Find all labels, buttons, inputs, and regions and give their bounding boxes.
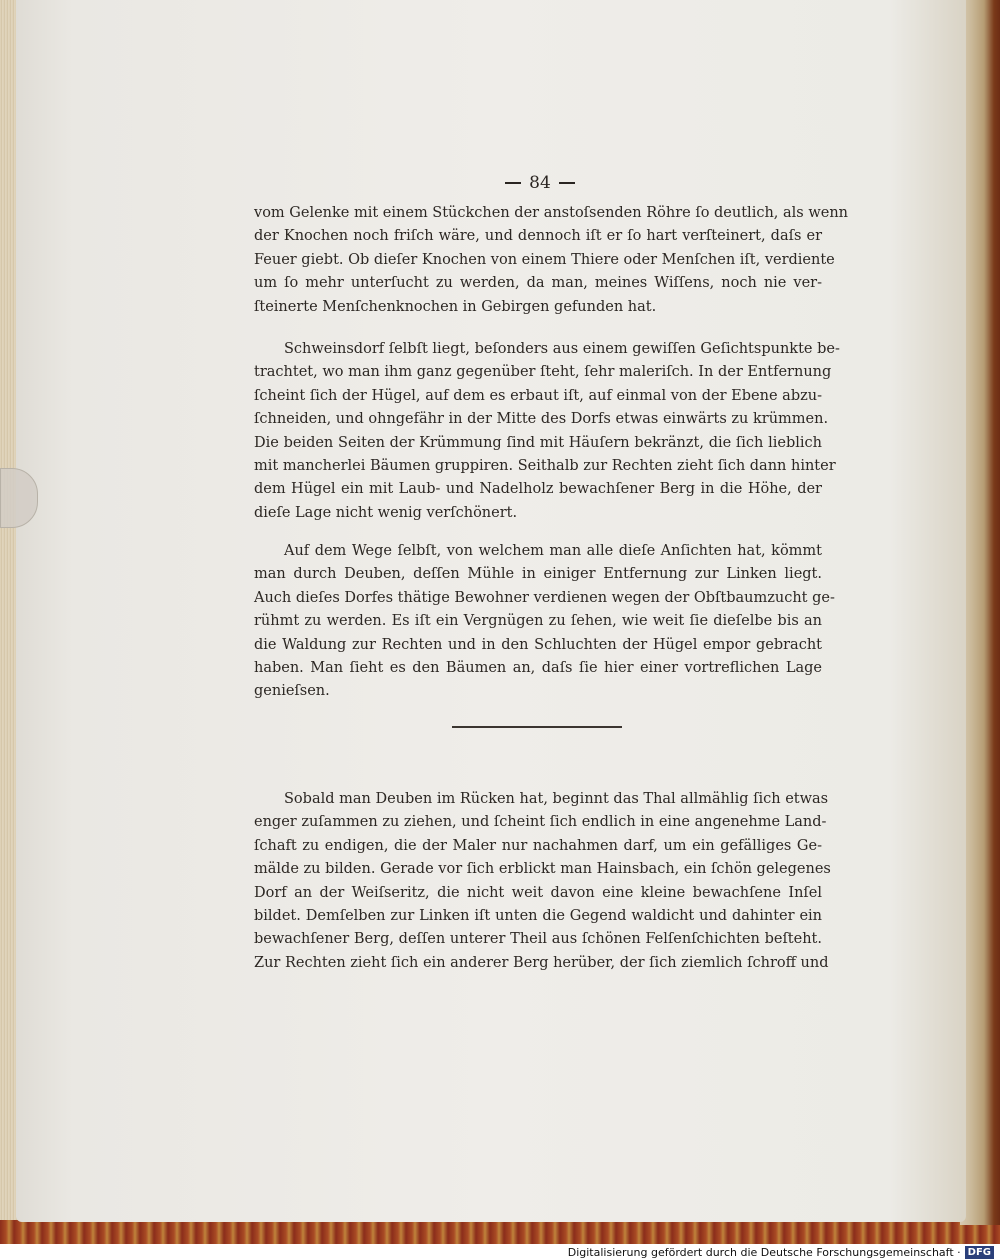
text-line: mit mancherlei Bäumen gruppiren. Seithalb zur Rechten zieht ſich dann hinter xyxy=(254,458,836,475)
text-line: genieſsen. xyxy=(254,683,330,700)
text-line: die Waldung zur Rechten und in den Schluchten der Hügel empor gebracht xyxy=(254,636,822,653)
text-line: enger zuſammen zu ziehen, und ſcheint ſich endlich in eine angenehme Land- xyxy=(254,814,827,831)
text-line: ſchneiden, und ohngefähr in der Mitte des Dorfs etwas einwärts zu krümmen. xyxy=(254,411,829,428)
page-number-dash-right xyxy=(559,182,575,184)
text-line: trachtet, wo man ihm ganz gegenüber ſteht, ſehr maleriſch. In der Entfernung xyxy=(254,364,832,381)
text-line: Die beiden Seiten der Krümmung ſind mit Häuſern bekränzt, die ſich lieblich xyxy=(254,434,822,451)
paragraph-3 xyxy=(254,540,835,704)
page-stack-right xyxy=(960,0,1000,1225)
text-line: haben. Man ſieht es den Bäumen an, daſs ſie hier einer vortreflichen Lage xyxy=(254,660,822,677)
text-line: man durch Deuben, deſſen Mühle in einiger Entfernung zur Linken liegt. xyxy=(254,566,822,583)
dfg-logo[interactable]: DFG xyxy=(965,1246,994,1259)
paragraph-1 xyxy=(254,202,849,319)
text-line: Auch dieſes Dorfes thätige Bewohner verdienen wegen der Obſtbaumzucht ge- xyxy=(254,589,835,606)
text-line: bewachſener Berg, deſſen unterer Theil aus ſchönen Felſenſchichten beſteht. xyxy=(254,931,822,948)
page-number-dash-left xyxy=(505,182,521,184)
digitization-footer xyxy=(0,1244,1000,1260)
text-line: dem Hügel ein mit Laub- und Nadelholz bewachſener Berg in die Höhe, der xyxy=(254,481,822,498)
text-line: rühmt zu werden. Es iſt ein Vergnügen zu ſehen, wie weit ſie dieſelbe bis an xyxy=(254,613,822,630)
paragraph-4 xyxy=(254,788,831,975)
page-number xyxy=(490,172,590,194)
section-divider xyxy=(452,726,622,728)
text-line: Feuer giebt. Ob dieſer Knochen von einem Thiere oder Menſchen iſt, verdiente xyxy=(254,251,835,268)
page-number-value: 84 xyxy=(529,173,551,193)
text-line: dieſe Lage nicht wenig verſchönert. xyxy=(254,504,518,521)
text-line: Auf dem Wege ſelbſt, von welchem man alle dieſe Anſichten hat, kömmt xyxy=(284,543,822,559)
text-line: um ſo mehr unterſucht zu werden, da man, meines Wiſſens, noch nie ver- xyxy=(254,275,822,292)
footer-credit: Digitalisierung gefördert durch die Deutsche Forschungsgemeinschaft · xyxy=(567,1245,961,1259)
text-line: Zur Rechten zieht ſich ein anderer Berg herüber, der ſich ziemlich ſchroff und xyxy=(254,954,829,971)
text-line: bildet. Demſelben zur Linken iſt unten die Gegend waldicht und dahinter ein xyxy=(254,908,822,925)
text-line: Schweinsdorf ſelbſt liegt, beſonders aus einem gewiſſen Geſichtspunkte be- xyxy=(284,341,840,357)
paragraph-2 xyxy=(254,338,840,525)
text-line: ſteinerte Menſchenknochen in Gebirgen gefunden hat. xyxy=(254,298,657,315)
text-line: Sobald man Deuben im Rücken hat, beginnt das Thal allmählig ſich etwas xyxy=(284,791,829,807)
text-line: ſchaft zu endigen, die der Maler nur nachahmen darf, um ein gefälliges Ge- xyxy=(254,837,822,854)
text-line: ſcheint ſich der Hügel, auf dem es erbaut iſt, auf einmal von der Ebene abzu- xyxy=(254,387,822,404)
text-line: Dorf an der Weiſseritz, die nicht weit davon eine kleine bewachſene Inſel xyxy=(254,884,822,901)
text-line: der Knochen noch friſch wäre, und dennoch iſt er ſo hart verſteinert, daſs er xyxy=(254,228,822,245)
text-line: vom Gelenke mit einem Stückchen der anstoſsenden Röhre ſo deutlich, als wenn xyxy=(254,205,849,221)
text-line: mälde zu bilden. Gerade vor ſich erblickt man Hainsbach, ein ſchön gelegenes xyxy=(254,861,831,878)
